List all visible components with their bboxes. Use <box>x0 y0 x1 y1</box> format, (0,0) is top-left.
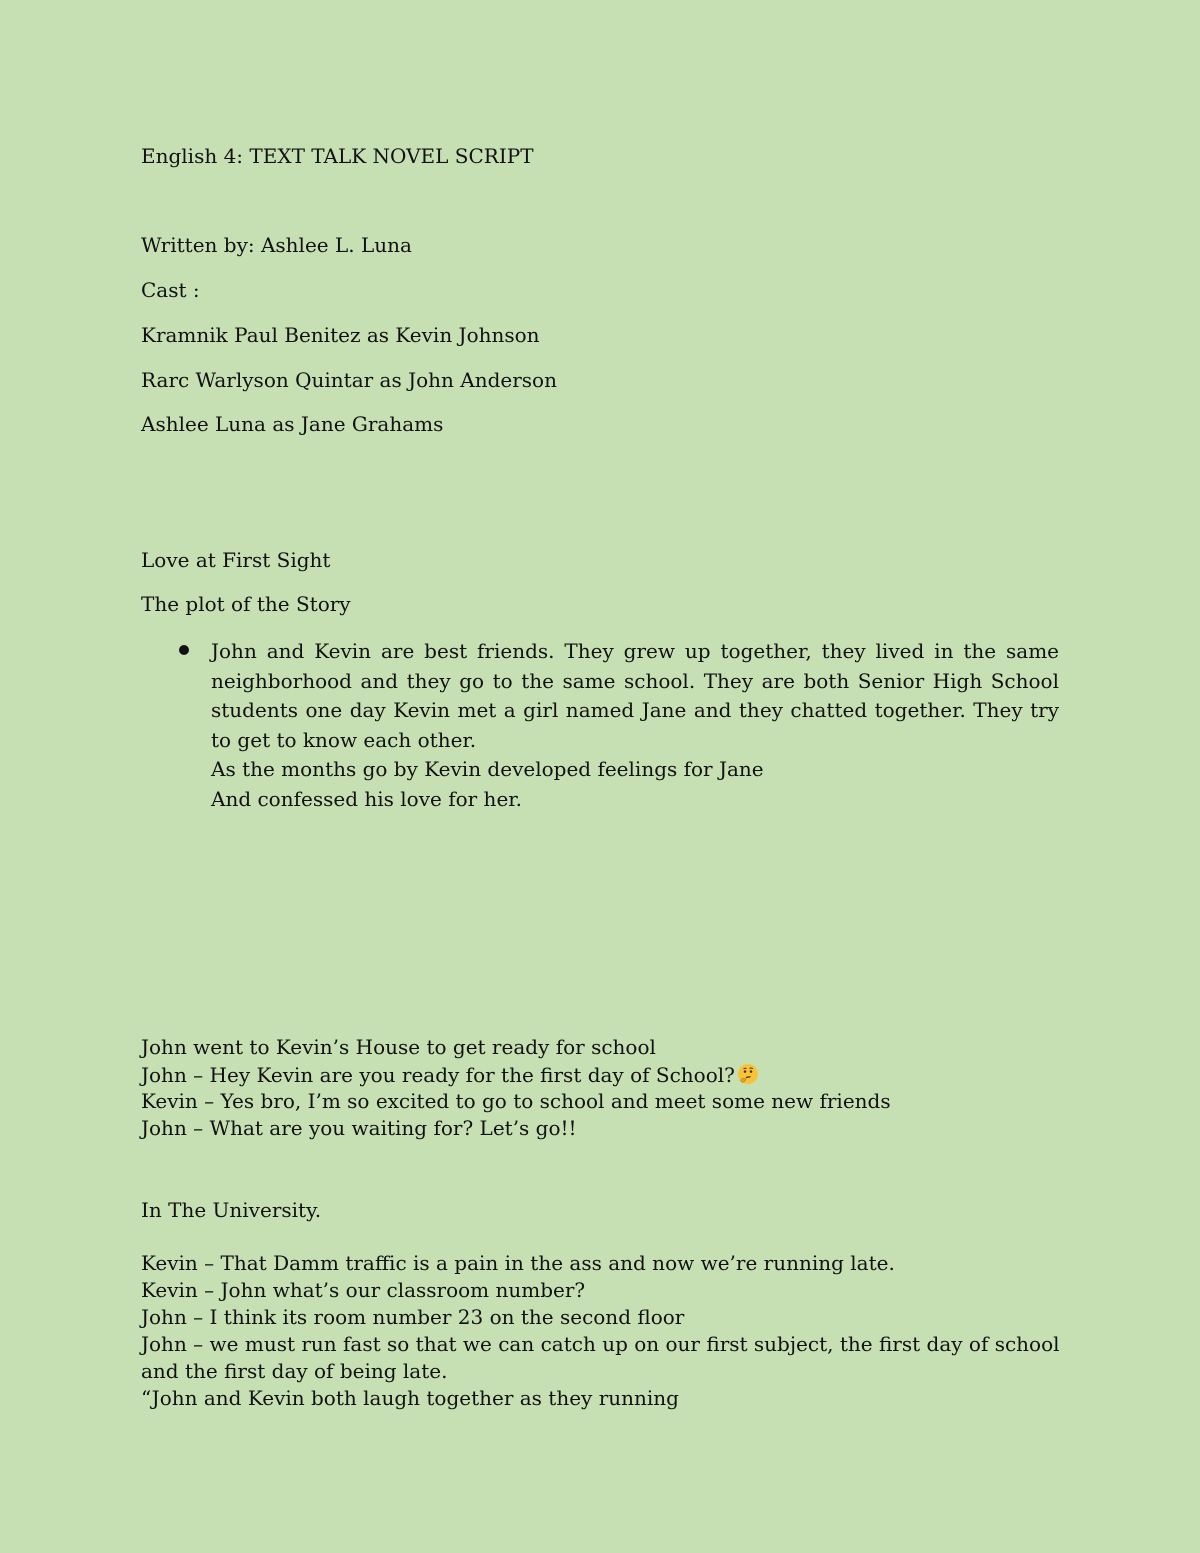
plot-line-2: As the months go by Kevin developed feelings for Jane <box>211 757 764 781</box>
plot-line-3: And confessed his love for her. <box>211 786 522 811</box>
bullet-icon <box>179 645 189 655</box>
author-line: Written by: Ashlee L. Luna <box>141 233 412 257</box>
scene2-line-1: Kevin – That Damm traffic is a pain in the ass and now we’re running late. <box>141 1251 895 1275</box>
plot-paragraph: John and Kevin are best friends. They grew up together, they lived in the same neighborhood and they go to the same school. They are both Senior High School students one day Kevin met a girl named Jane and they chatted together. They try to get to know each other. <box>211 639 1059 752</box>
cast-member-2: Rarc Warlyson Quintar as John Anderson <box>141 368 557 392</box>
story-title: Love at First Sight <box>141 548 331 572</box>
cast-member-1: Kramnik Paul Benitez as Kevin Johnson <box>141 323 540 347</box>
thinking-face-icon <box>737 1063 759 1085</box>
plot-heading: The plot of the Story <box>141 592 351 616</box>
scene2-heading: In The University. <box>141 1198 322 1222</box>
scene2-line-5: and the first day of being late. <box>141 1359 448 1383</box>
cast-label: Cast : <box>141 278 200 302</box>
scene1-line-4: John – What are you waiting for? Let’s go!! <box>141 1116 577 1140</box>
scene2-line-4: John – we must run fast so that we can catch up on our first subject, the first day of school <box>141 1332 1060 1356</box>
scene1-line-3: Kevin – Yes bro, I’m so excited to go to school and meet some new friends <box>141 1089 891 1113</box>
scene2-line-3: John – I think its room number 23 on the second floor <box>141 1305 685 1329</box>
scene2-line-2: Kevin – John what’s our classroom number? <box>141 1278 586 1302</box>
cast-member-3: Ashlee Luna as Jane Grahams <box>141 412 444 436</box>
plot-bullet-item <box>211 637 1059 814</box>
scene1-line-2-text: John – Hey Kevin are you ready for the first day of School? <box>141 1063 735 1087</box>
scene1-line-1: John went to Kevin’s House to get ready for school <box>141 1035 656 1059</box>
scene1-line-2 <box>141 1063 759 1086</box>
scene2-line-6: “John and Kevin both laugh together as they running <box>141 1386 679 1410</box>
document-title: English 4: TEXT TALK NOVEL SCRIPT <box>141 144 534 168</box>
